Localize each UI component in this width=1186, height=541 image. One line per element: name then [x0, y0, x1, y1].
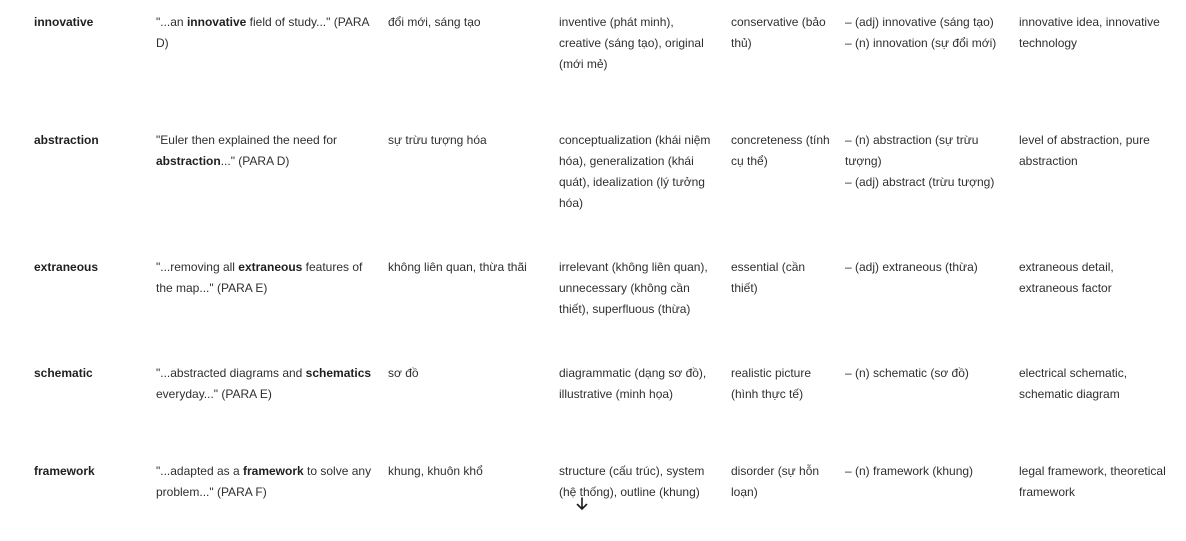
example-text: features of the map..." (PARA E) — [156, 260, 363, 295]
table-row — [0, 245, 1186, 351]
example-text: "...adapted as a — [156, 464, 243, 478]
table-row — [0, 0, 1186, 118]
antonyms: realistic picture (hình thực tế) — [731, 366, 812, 401]
antonyms: concreteness (tính cụ thể) — [731, 133, 830, 168]
word-forms — [845, 351, 1019, 449]
table-row — [0, 449, 1186, 541]
synonyms: structure (cấu trúc), system (hệ thống), outline (khung) — [559, 464, 705, 499]
collocations: level of abstraction, pure abstraction — [1019, 133, 1150, 168]
vocab-word: innovative — [34, 15, 94, 29]
example-sentence — [156, 245, 388, 351]
vocab-word: extraneous — [34, 260, 99, 274]
example-sentence — [156, 449, 388, 541]
table-row — [0, 118, 1186, 245]
synonyms: irrelevant (không liên quan), unnecessary (không cần thiết), superfluous (thừa) — [559, 260, 708, 316]
synonyms: conceptualization (khái niệm hóa), generalization (khái quát), idealization (lý tưởng hóa) — [559, 133, 711, 210]
antonyms: disorder (sự hỗn loạn) — [731, 464, 820, 499]
example-sentence — [156, 118, 388, 245]
example-sentence — [156, 0, 388, 118]
synonyms: diagrammatic (dạng sơ đồ), illustrative (minh họa) — [559, 366, 707, 401]
example-text: ..." (PARA D) — [220, 154, 290, 168]
example-text: "...an — [156, 15, 187, 29]
example-text: everyday..." (PARA E) — [156, 387, 272, 401]
collocations: legal framework, theoretical framework — [1019, 464, 1166, 499]
arrow-down-icon[interactable] — [574, 496, 590, 512]
collocations: electrical schematic, schematic diagram — [1019, 366, 1128, 401]
meaning: khung, khuôn khổ — [388, 464, 483, 478]
vocab-word: framework — [34, 464, 95, 478]
antonyms: conservative (bảo thủ) — [731, 15, 826, 50]
example-text: "...abstracted diagrams and — [156, 366, 306, 380]
word-form: – (adj) extraneous (thừa) — [845, 260, 978, 274]
vocab-word: schematic — [34, 366, 93, 380]
meaning: không liên quan, thừa thãi — [388, 260, 527, 274]
meaning: sơ đồ — [388, 366, 419, 380]
word-forms — [845, 0, 1019, 118]
example-sentence — [156, 351, 388, 449]
word-form: – (n) innovation (sự đổi mới) — [845, 36, 997, 50]
example-text: to solve any problem..." (PARA F) — [156, 464, 372, 499]
antonyms: essential (cần thiết) — [731, 260, 806, 295]
synonyms: inventive (phát minh), creative (sáng tạo), original (mới mẻ) — [559, 15, 704, 71]
table-row — [0, 351, 1186, 449]
word-form: – (n) abstraction (sự trừu tượng) — [845, 133, 979, 168]
word-forms — [845, 245, 1019, 351]
example-text: field of study..." (PARA D) — [156, 15, 369, 50]
example-keyword: schematics — [305, 366, 372, 380]
example-keyword: framework — [243, 464, 304, 478]
vocab-word: abstraction — [34, 133, 99, 147]
example-keyword: abstraction — [156, 154, 221, 168]
example-keyword: extraneous — [238, 260, 303, 274]
example-keyword: innovative — [186, 15, 247, 29]
word-forms — [845, 449, 1019, 541]
collocations: innovative idea, innovative technology — [1019, 15, 1160, 50]
meaning: đổi mới, sáng tạo — [388, 15, 481, 29]
word-form: – (adj) innovative (sáng tạo) — [845, 15, 994, 29]
word-form: – (n) framework (khung) — [845, 464, 974, 478]
meaning: sự trừu tượng hóa — [388, 133, 487, 147]
example-text: "Euler then explained the need for — [156, 133, 338, 147]
word-forms — [845, 118, 1019, 245]
word-form: – (adj) abstract (trừu tượng) — [845, 175, 995, 189]
collocations: extraneous detail, extraneous factor — [1019, 260, 1114, 295]
example-text: "...removing all — [156, 260, 239, 274]
word-form: – (n) schematic (sơ đồ) — [845, 366, 969, 380]
